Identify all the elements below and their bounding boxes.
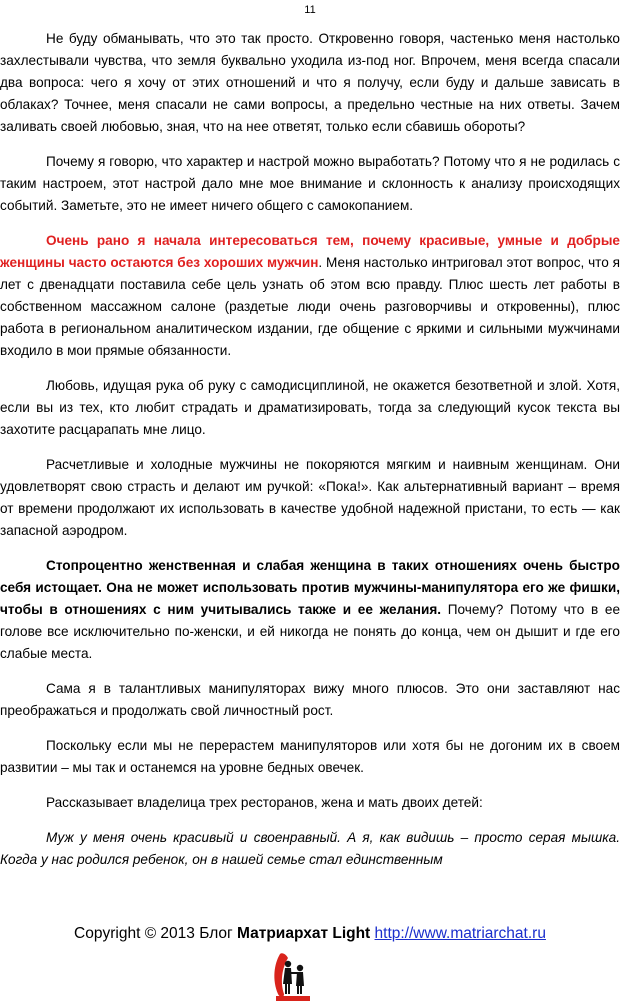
blog-link[interactable]: http://www.matriarchat.ru: [374, 925, 546, 942]
paragraph-6: [0, 555, 620, 665]
paragraph-6-rest: Почему? Потому что в ее голове все исключительно по-женски, и ей никогда не понять до конца, чем он дышит и где его слабые места.: [0, 602, 620, 661]
footer-copyright: [0, 924, 620, 944]
highlighted-sentence: Очень рано я начала интересоваться тем, почему красивые, умные и добрые женщины часто остаются без хороших мужчин: [0, 233, 620, 270]
copyright-text: Copyright © 2013 Блог: [74, 925, 238, 942]
page-number: 11: [304, 4, 316, 16]
blog-brand-name: Матриархат Light: [237, 925, 371, 942]
paragraph-1: Не буду обманывать, что это так просто. Откровенно говоря, частенько меня настолько захлестывали чувства, что земля буквально уходила из-под ног. Впрочем, меня всегда спасали два вопроса: чего я хочу от этих отношений и что я получу, если буду и дальше зависать в облаках? Точнее, меня спасали не сами вопросы, а предельно честные на них ответы. Зачем заливать своей любовью, зная, что на нее ответят, только если сбавишь обороты?: [0, 31, 620, 134]
paragraph-5: Расчетливые и холодные мужчины не покоряются мягким и наивным женщинам. Они удовлетворят свою страсть и делают им ручкой: «Пока!». Как альтернативный вариант – время от времени продолжают их использовать в качестве удобной надежной пристани, то есть — как запасной аэродром.: [0, 457, 620, 538]
paragraph-8: Поскольку если мы не перерастем манипуляторов или хотя бы не догоним их в своем развитии – мы так и останемся на уровне бедных овечек.: [0, 738, 620, 775]
paragraph-4: Любовь, идущая рука об руку с самодисциплиной, не окажется безответной и злой. Хотя, если вы из тех, кто любит страдать и драматизировать, тогда за следующий кусок текста вы захотите расцарапать мне лицо.: [0, 378, 620, 437]
paragraph-3-rest: . Меня настолько интриговал этот вопрос, что я лет с двенадцати поставила себе цель узнать об этом всю правду. Плюс шесть лет работы в собственном массажном салоне (раздетые люди очень разговорчивы и откровенны), плюс работа в региональном аналитическом издании, где общение с яркими и сильными мужчинами входило в мои прямые обязанности.: [0, 255, 620, 358]
matriarchat-logo-icon: [270, 950, 316, 1004]
bold-statement: Стопроцентно женственная и слабая женщина в таких отношениях очень быстро себя истощает. Она не может использовать против мужчины-манипулятора его же фишки, чтобы в отношениях с ним учитывались также и ее желания.: [0, 558, 620, 617]
paragraph-9: Рассказывает владелица трех ресторанов, жена и мать двоих детей:: [46, 795, 483, 810]
document-body: [0, 28, 620, 884]
paragraph-7: Сама я в талантливых манипуляторах вижу много плюсов. Это они заставляют нас преображаться и продолжать свой личностный рост.: [0, 681, 620, 718]
quote-paragraph: Муж у меня очень красивый и своенравный. А я, как видишь – просто серая мышка. Когда у нас родился ребенок, он в нашей семье стал единственным: [0, 830, 620, 867]
paragraph-2: Почему я говорю, что характер и настрой можно выработать? Потому что я не родилась с таким настроем, этот настрой дало мне мое внимание и склонность к анализу происходящих событий. Заметьте, это не имеет ничего общего с самокопанием.: [0, 154, 620, 213]
paragraph-3: [0, 230, 620, 362]
